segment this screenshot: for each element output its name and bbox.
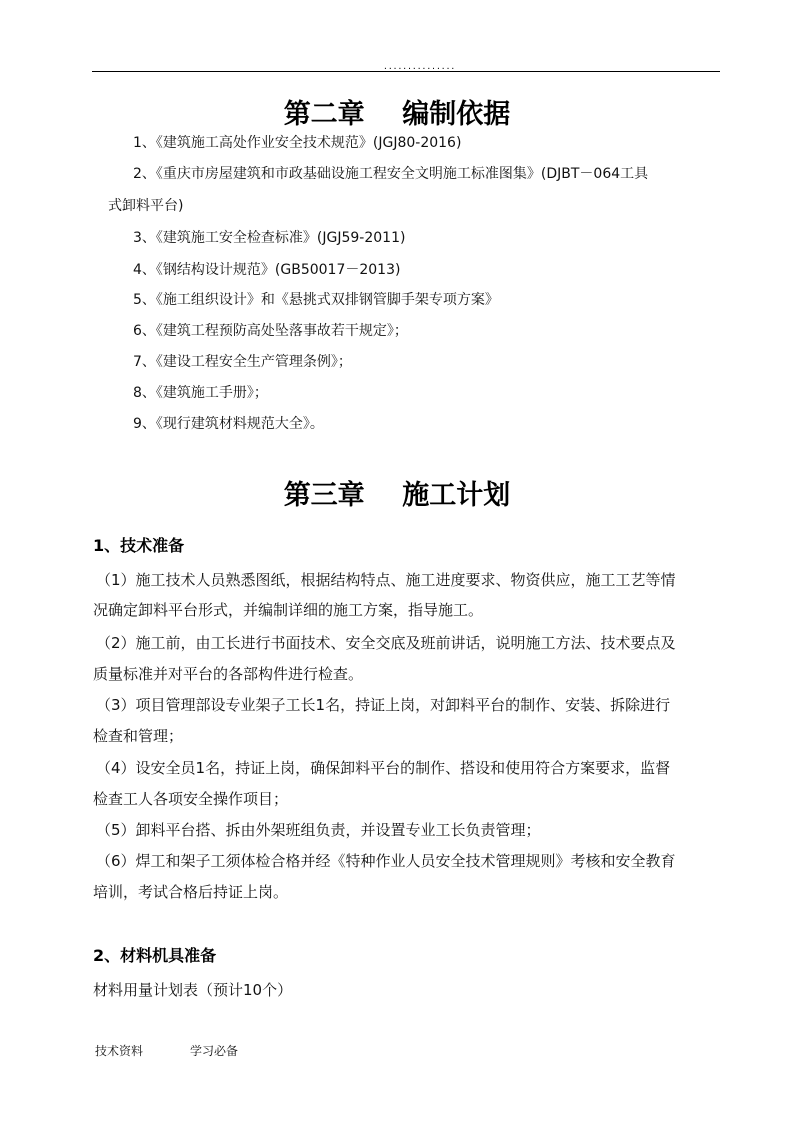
para-line: 质量标准并对平台的各部构件进行检查。 <box>93 665 364 683</box>
section2-heading: 2、材料机具准备 <box>93 946 217 965</box>
para-line: （5）卸料平台搭、拆由外架班组负责，并设置专业工长负责管理； <box>96 821 541 839</box>
basis-item-8: 8、《建筑施工手册》； <box>133 385 268 401</box>
para-line: 况确定卸料平台形式，并编制详细的施工方案，指导施工。 <box>93 601 484 619</box>
section2-line: 材料用量计划表（预计10个） <box>93 981 293 999</box>
basis-item-9: 9、《现行建筑材料规范大全》。 <box>133 416 324 432</box>
basis-item-1: 1、《建筑施工高处作业安全技术规范》(JGJ80-2016) <box>133 135 462 151</box>
para-line: （2）施工前，由工长进行书面技术、安全交底及班前讲话，说明施工方法、技术要点及 <box>96 634 676 652</box>
para-line: 培训，考试合格后持证上岗。 <box>93 883 289 901</box>
para-line: 检查和管理； <box>93 727 184 745</box>
section1-heading: 1、技术准备 <box>93 536 185 555</box>
basis-item-4: 4、《钢结构设计规范》(GB50017－2013) <box>133 262 401 278</box>
para-line: （3）项目管理部设专业架子工长1名，持证上岗，对卸料平台的制作、安装、拆除进行 <box>96 696 671 714</box>
header-dots: ............... <box>383 62 456 71</box>
basis-item-7: 7、《建设工程安全生产管理条例》； <box>133 354 352 370</box>
chapter2-title: 第二章 编制依据 <box>283 99 511 130</box>
header-rule <box>92 71 720 72</box>
basis-item-2-cont: 式卸料平台) <box>108 198 184 214</box>
basis-item-3: 3、《建筑施工安全检查标准》(JGJ59-2011) <box>133 230 406 246</box>
para-line: （6）焊工和架子工须体检合格并经《特种作业人员安全技术管理规则》考核和安全教育 <box>96 852 676 870</box>
para-line: （4）设安全员1名，持证上岗，确保卸料平台的制作、搭设和使用符合方案要求，监督 <box>96 759 671 777</box>
footer-right: 学习必备 <box>190 1044 239 1058</box>
footer-left: 技术资料 <box>95 1044 144 1058</box>
basis-item-2: 2、《重庆市房屋建筑和市政基础设施工程安全文明施工标准图集》(DJBT－064工具 <box>133 166 649 182</box>
para-line: 检查工人各项安全操作项目； <box>93 790 289 808</box>
basis-item-6: 6、《建筑工程预防高处坠落事故若干规定》； <box>133 323 408 339</box>
basis-item-5: 5、《施工组织设计》和《悬挑式双排钢管脚手架专项方案》 <box>133 292 499 308</box>
chapter3-title: 第三章 施工计划 <box>283 480 511 511</box>
para-line: （1）施工技术人员熟悉图纸，根据结构特点、施工进度要求、物资供应，施工工艺等情 <box>96 571 676 589</box>
